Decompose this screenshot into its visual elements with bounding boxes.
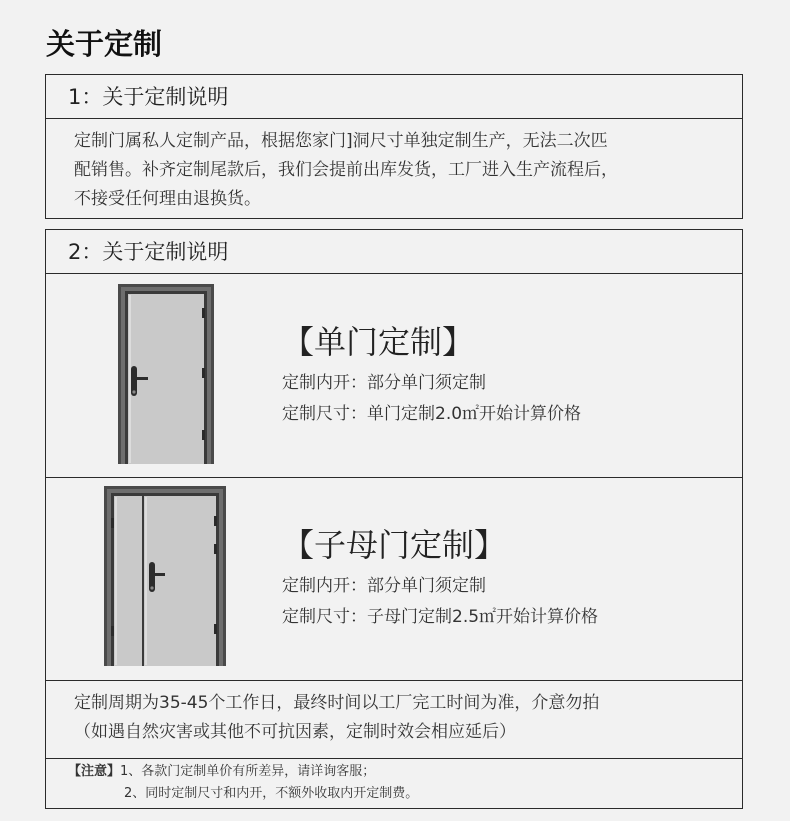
production-period-text — [74, 689, 599, 747]
double-door-icon — [104, 486, 226, 666]
single-door-info — [282, 322, 581, 430]
single-door-title: 【单门定制】 — [282, 323, 475, 361]
notice-text — [68, 761, 418, 805]
page-title: 关于定制 — [46, 27, 163, 61]
double-door-section — [46, 478, 742, 681]
body-line: 定制门属私人定制产品，根据您家门]洞尺寸单独定制生产，无法二次匹 — [74, 131, 608, 151]
notice-item: 1、各款门定制单价有所差异，请详询客服； — [120, 764, 376, 779]
notice-item: 2、同时定制尺寸和内开，不额外收取内开定制费。 — [124, 786, 419, 801]
single-door-section — [46, 274, 742, 478]
period-line: 定制周期为35-45个工作日，最终时间以工厂完工时间为准，介意勿拍 — [74, 693, 600, 713]
double-door-size: 定制尺寸：子母门定制2.5㎡开始计算价格 — [282, 607, 599, 627]
body-line: 配销售。补齐定制尾款后，我们会提前出库发货，工厂进入生产流程后， — [74, 160, 618, 180]
custom-options-box — [45, 229, 743, 809]
notice-label: 【注意】 — [68, 764, 121, 779]
single-door-icon — [118, 284, 214, 464]
notice-line-1 — [68, 761, 418, 783]
single-door-size: 定制尺寸：单门定制2.0㎡开始计算价格 — [282, 404, 582, 424]
section-body — [46, 119, 742, 214]
double-door-opening: 定制内开：部分单门须定制 — [282, 576, 486, 596]
production-period-section — [46, 681, 742, 759]
double-door-title: 【子母门定制】 — [282, 526, 507, 564]
period-line: （如遇自然灾害或其他不可抗因素，定制时效会相应延后） — [74, 722, 516, 742]
section-heading: 1：关于定制说明 — [46, 75, 742, 119]
custom-notice-box — [45, 74, 743, 219]
single-door-opening: 定制内开：部分单门须定制 — [282, 373, 486, 393]
body-line: 不接受任何理由退换货。 — [74, 189, 261, 209]
section-heading: 2：关于定制说明 — [46, 230, 742, 274]
double-door-info — [282, 525, 598, 633]
notice-section — [46, 759, 742, 808]
